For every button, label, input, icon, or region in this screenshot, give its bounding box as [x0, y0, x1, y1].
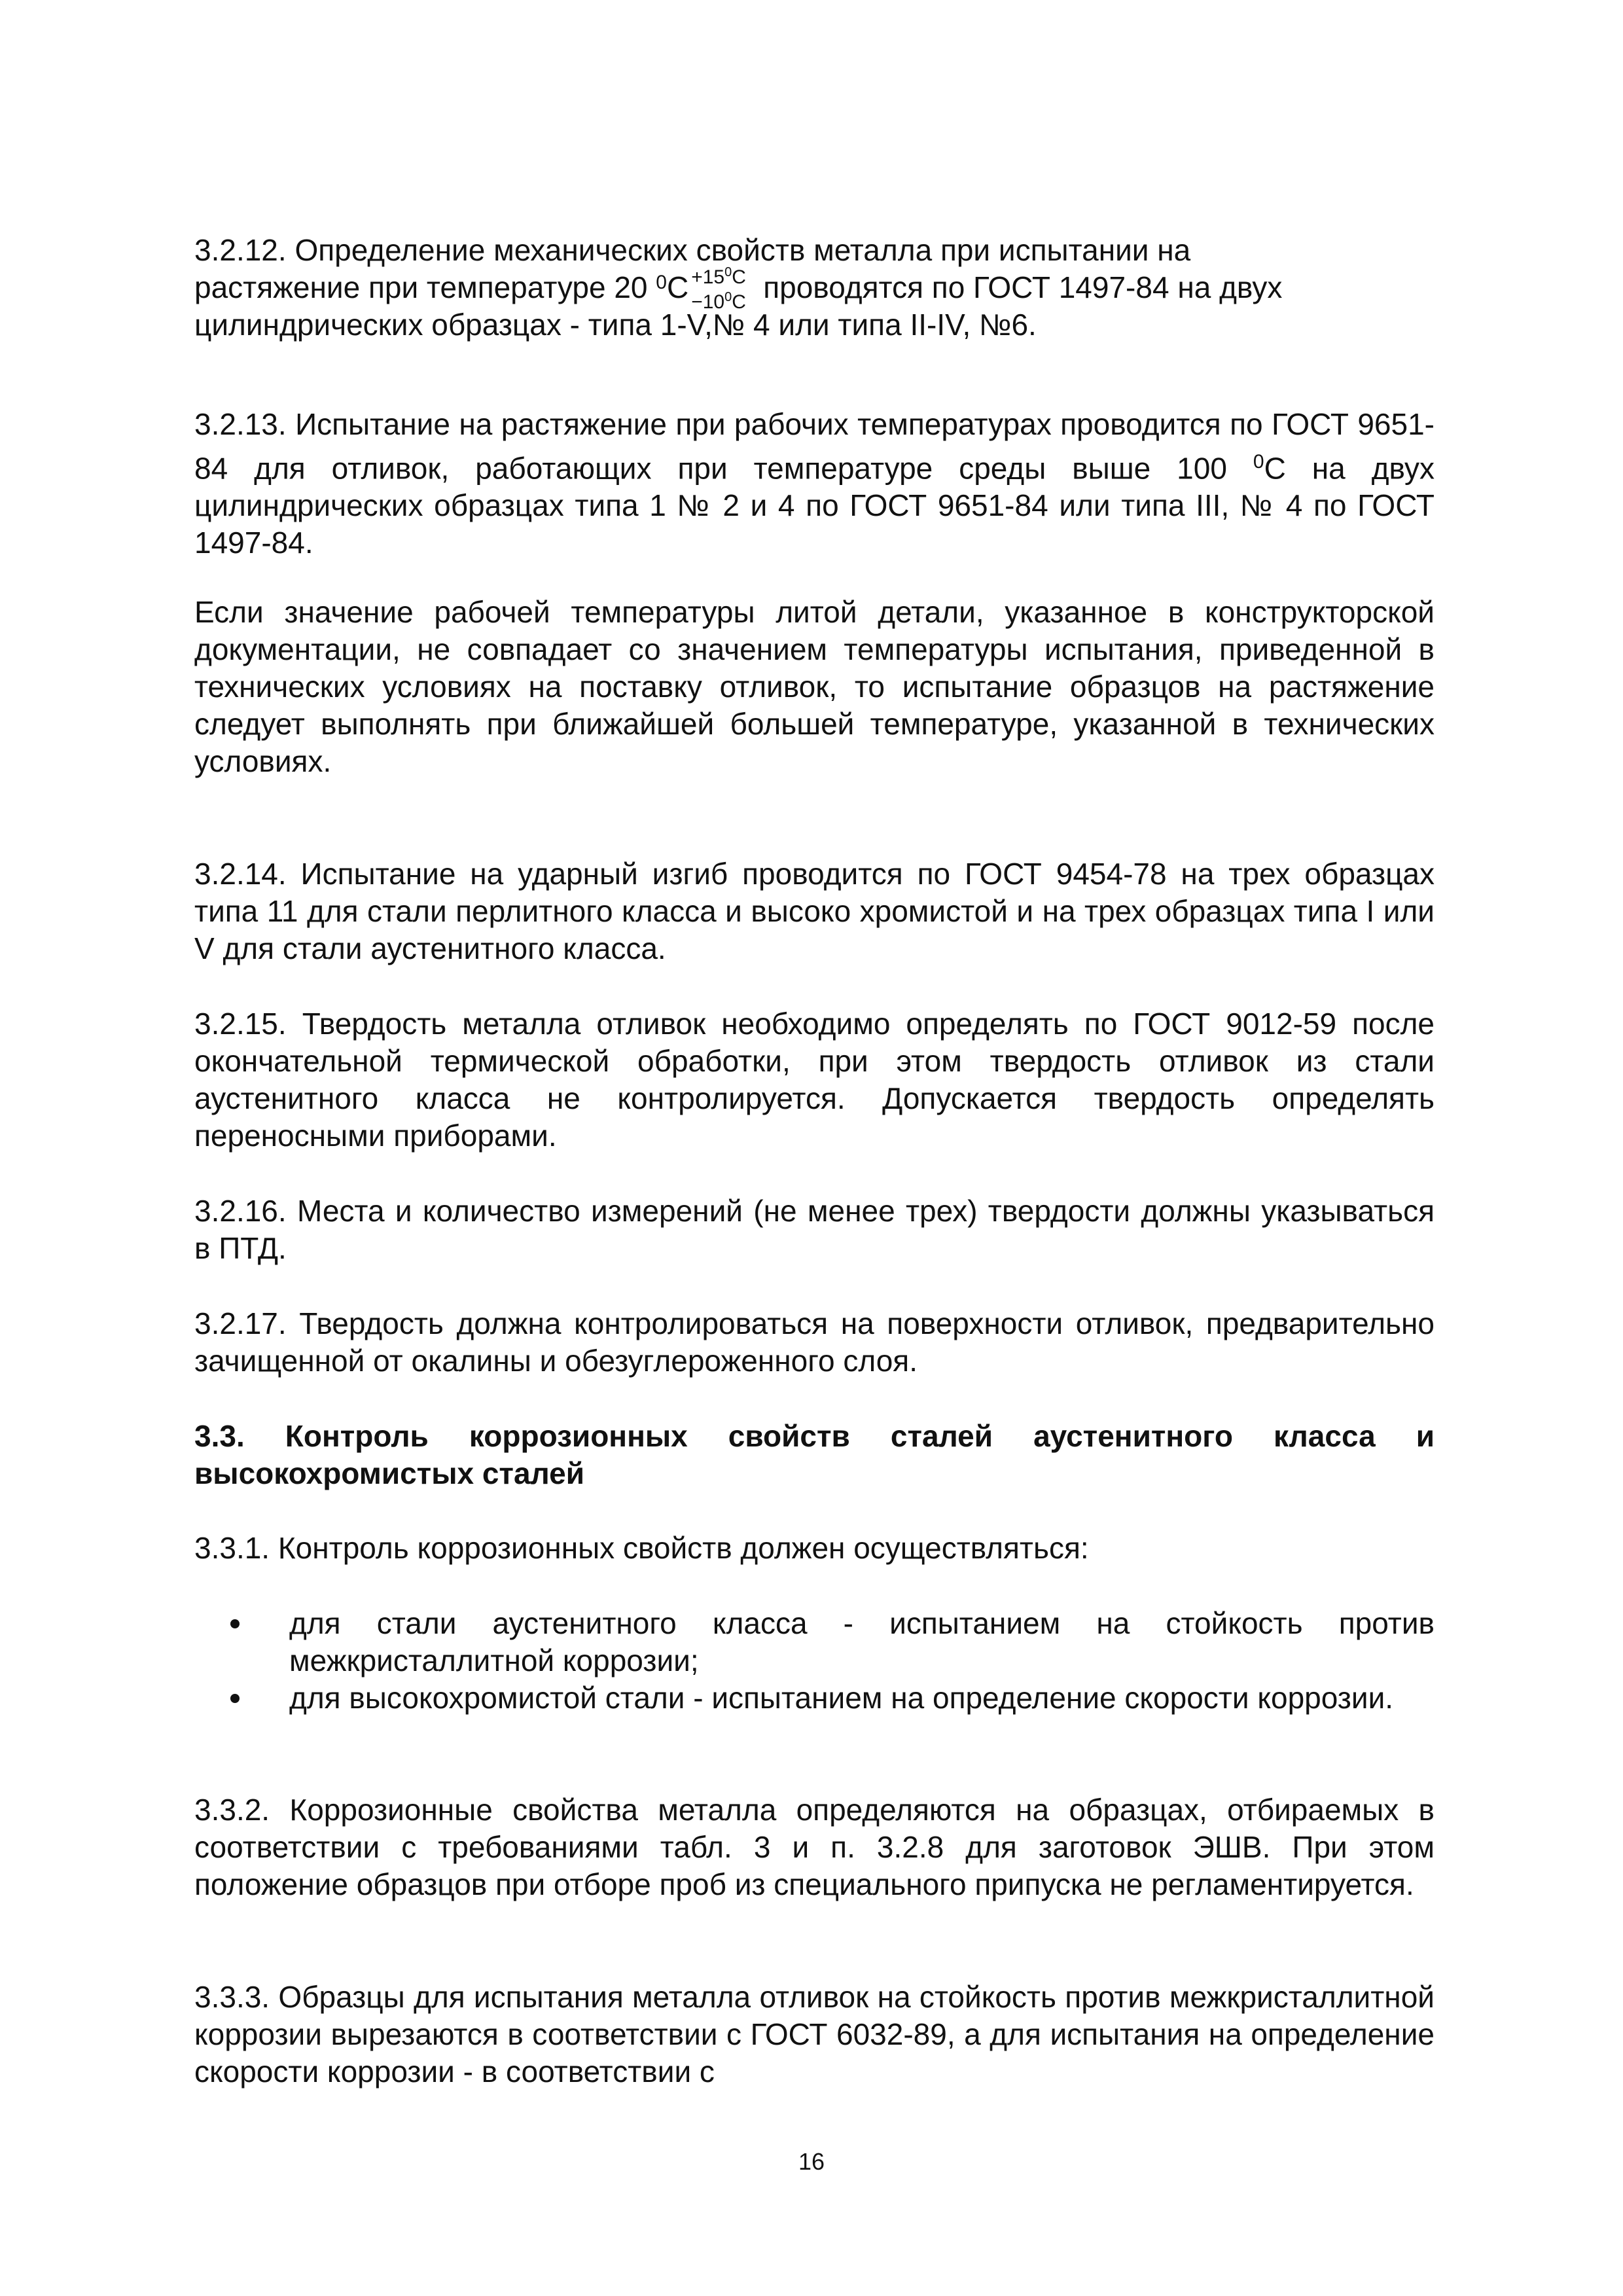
bullet-icon — [230, 1694, 240, 1703]
paragraph-temperature-note: Если значение рабочей температуры литой детали, указанное в конструкторской документации, не совпадает со значением температуры испытания, приведенной в технических условиях на поставку отливок, то испытание образцов на растяжение следует выполнять при ближайшей большей температуре, указанной в технических условиях. — [194, 595, 1435, 778]
temperature-tolerance — [691, 265, 746, 313]
temperature-expression — [656, 265, 763, 313]
page-number: 16 — [798, 2148, 825, 2175]
paragraph-3-2-12-line-2: растяжение при температуре 20 $^0$C $+15^0C$ $-10^0C$ проводятся по ГОСТ 1497-84 на двух — [194, 269, 1435, 306]
paragraph-3-2-12 — [194, 232, 1435, 344]
paragraph-3-2-13: 3.2.13. Испытание на растяжение при рабочих температурах проводится по ГОСТ 9651-84 для отливок, работающих при температуре среды выше 100 $^0$С на двух цилиндрических образцах типа 1 № 2 и 4 по ГОСТ 9651-84 или типа III, № 4 по ГОСТ 1497-84. — [194, 407, 1435, 560]
paragraph-3-2-15: 3.2.15. Твердость металла отливок необходимо определять по ГОСТ 9012-59 после окончательной термической обработки, при этом твердость отливок из стали аустенитного класса не контролируется. Допускается твердость определять переносными приборами. — [194, 1007, 1435, 1153]
paragraph-3-2-17: 3.2.17. Твердость должна контролироваться на поверхности отливок, предварительно зачищенной от окалины и обезуглероженного слоя. — [194, 1306, 1435, 1378]
degree-superscript: 0 — [1253, 451, 1264, 473]
paragraph-3-2-16: 3.2.16. Места и количество измерений (не менее трех) твердости должны указываться в ПТД. — [194, 1194, 1435, 1265]
tolerance-minus: $-10^0C$ — [691, 290, 746, 313]
paragraph-3-3-3: 3.3.3. Образцы для испытания металла отливок на стойкость против межкристаллитной коррозии вырезаются в соответствии с ГОСТ 6032-89, а для испытания на определение скорости коррозии - в соответствии с — [194, 1980, 1435, 2089]
paragraph-3-3-1: 3.3.1. Контроль коррозионных свойств должен осуществляться: — [194, 1531, 1089, 1565]
section-heading-3-3: 3.3. Контроль коррозионных свойств сталей аустенитного класса и высокохромистых сталей — [194, 1419, 1435, 1490]
list-item: для высокохромистой стали - испытанием на определение скорости коррозии. — [194, 1679, 1435, 1717]
paragraph-3-2-14: 3.2.14. Испытание на ударный изгиб проводится по ГОСТ 9454-78 на трех образцах типа 11 для стали перлитного класса и высоко хромистой и на трех образцах типа I или V для стали аустенитного класса. — [194, 857, 1435, 965]
paragraph-3-3-2: 3.3.2. Коррозионные свойства металла определяются на образцах, отбираемых в соответствии с требованиями табл. 3 и п. 3.2.8 для заготовок ЭШВ. При этом положение образцов при отборе проб из специального припуска не регламентируется. — [194, 1793, 1435, 1901]
paragraph-3-2-12-line-3: цилиндрических образцах - типа 1-V,№ 4 или типа II-IV, №6. — [194, 308, 1037, 342]
degree-superscript: 0 — [656, 272, 667, 293]
tolerance-plus: $+15^0C$ — [691, 265, 746, 288]
paragraph-3-2-12-line-1: 3.2.12. Определение механических свойств металла при испытании на — [194, 233, 1191, 267]
bullet-icon — [230, 1619, 240, 1628]
bullet-list — [194, 1605, 1435, 1717]
list-item: для стали аустенитного класса - испытанием на стойкость против межкристаллитной коррозии; — [194, 1605, 1435, 1679]
temperature-unit: C — [666, 270, 689, 304]
